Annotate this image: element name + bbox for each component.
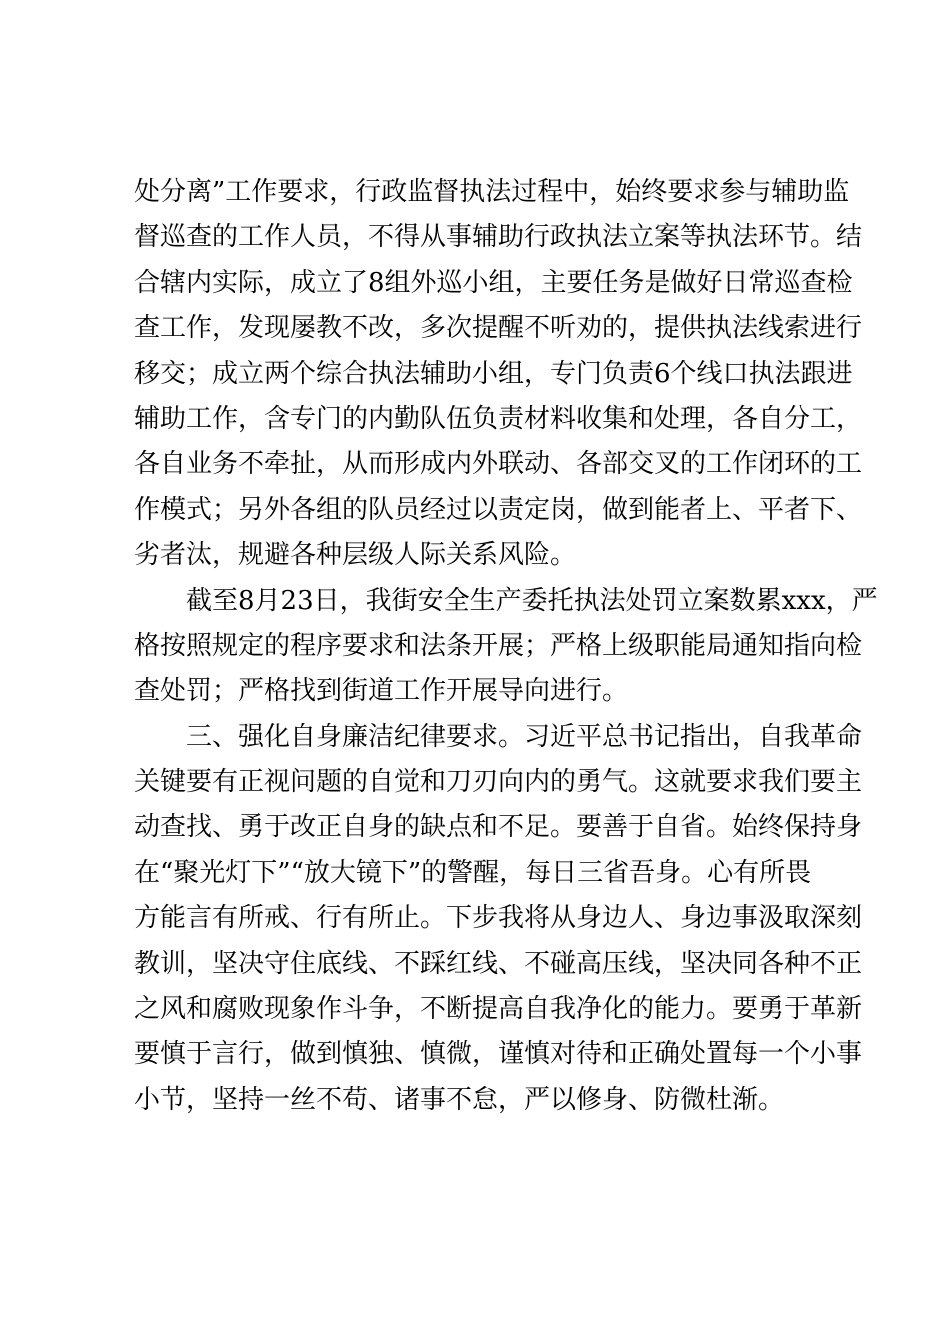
- text-line: 关键要有正视问题的自觉和刀刃向内的勇气。这就要求我们要主: [134, 767, 863, 798]
- text-line: 作模式；另外各组的队员经过以责定岗，做到能者上、平者下、: [134, 494, 863, 525]
- paragraph-work-requirements: [134, 170, 863, 579]
- text-line: 移交；成立两个综合执法辅助小组，专门负责6个线口执法跟进: [134, 358, 853, 389]
- text-line: 在“聚光灯下”“放大镜下”的警醒，每日三省吾身。心有所畏: [134, 857, 812, 888]
- text-line: 三、强化自身廉洁纪律要求。习近平总书记指出，自我革命: [134, 721, 863, 752]
- text-line: 教训，坚决守住底线、不踩红线、不碰高压线，坚决同各种不正: [134, 948, 863, 979]
- body-text: [134, 170, 878, 1123]
- text-line: 查处罚；严格找到街道工作开展导向进行。: [134, 676, 629, 707]
- text-line: 动查找、勇于改正自身的缺点和不足。要善于自省。始终保持身: [134, 812, 863, 843]
- text-line: 截至8月23日，我街安全生产委托执法处罚立案数累xxx，严: [134, 585, 878, 616]
- text-line: 劣者汰，规避各种层级人际关系风险。: [134, 540, 577, 571]
- text-line: 格按照规定的程序要求和法条开展；严格上级职能局通知指向检: [134, 630, 863, 661]
- text-line: 之风和腐败现象作斗争，不断提高自我净化的能力。要勇于革新: [134, 994, 863, 1025]
- text-line: 督巡查的工作人员，不得从事辅助行政执法立案等执法环节。结: [134, 222, 863, 253]
- text-line: 各自业务不牵扯，从而形成内外联动、各部交叉的工作闭环的工: [134, 449, 863, 480]
- text-line: 小节，坚持一丝不苟、诸事不怠，严以修身、防微杜渐。: [134, 1084, 785, 1115]
- text-line: 查工作，发现屡教不改，多次提醒不听劝的，提供执法线索进行: [134, 313, 863, 344]
- text-line: 方能言有所戒、行有所止。下步我将从身边人、身边事汲取深刻: [134, 903, 863, 934]
- paragraph-enforcement-stats: [134, 579, 878, 715]
- text-line: 处分离”工作要求，行政监督执法过程中，始终要求参与辅助监: [134, 177, 850, 207]
- text-line: 要慎于言行，做到慎独、慎微，谨慎对待和正确处置每一个小事: [134, 1039, 863, 1070]
- text-line: 辅助工作，含专门的内勤队伍负责材料收集和处理，各自分工，: [134, 403, 863, 434]
- text-line: 合辖内实际，成立了8组外巡小组，主要任务是做好日常巡查检: [134, 267, 853, 298]
- paragraph-integrity-discipline: [134, 715, 863, 1124]
